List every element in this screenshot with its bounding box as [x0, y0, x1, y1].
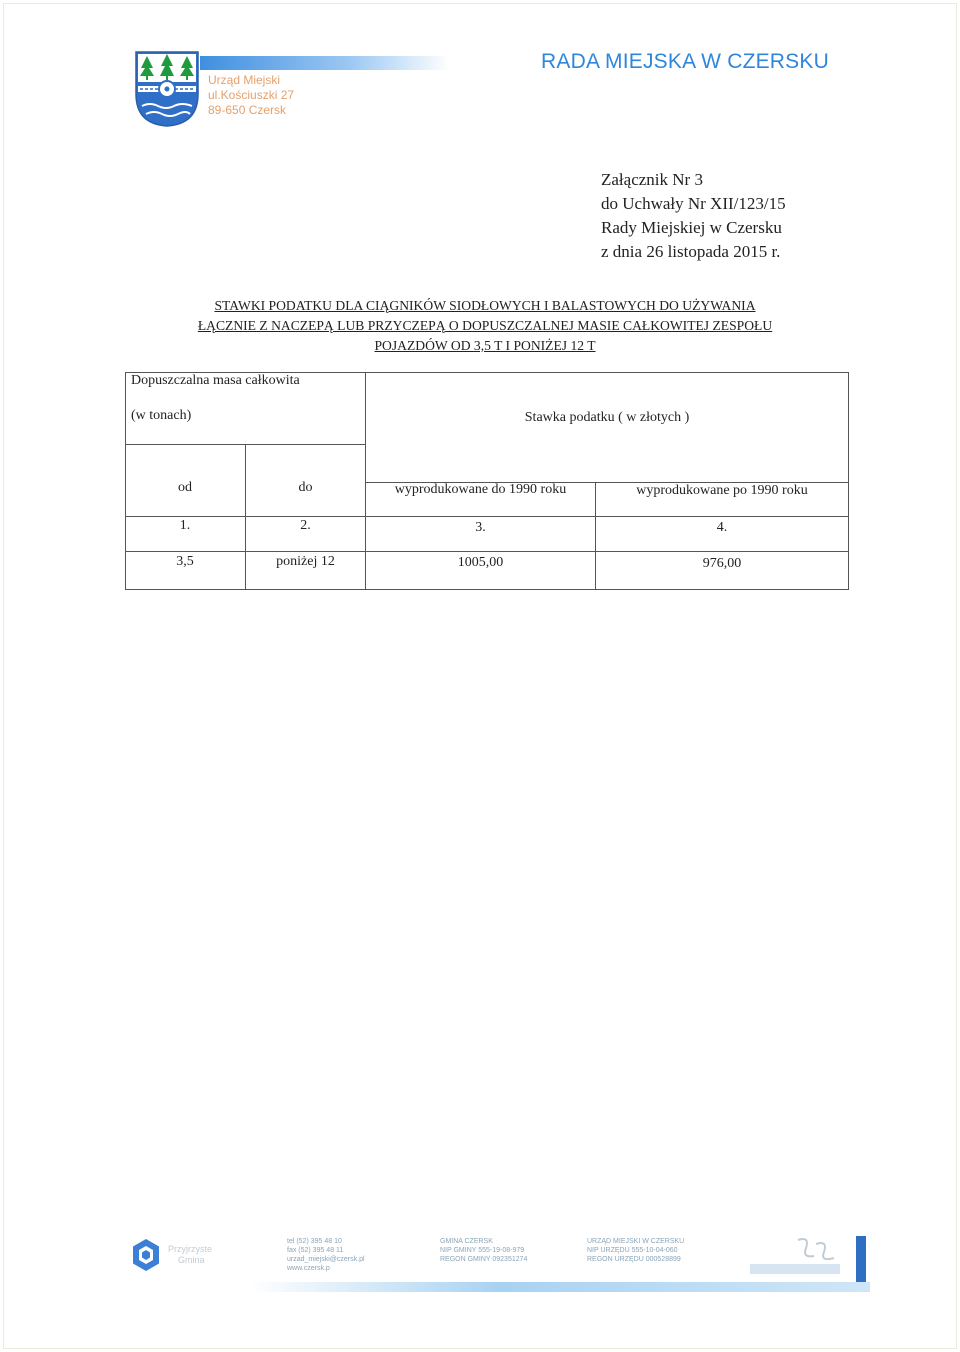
footer-brand [168, 1244, 212, 1266]
attachment-reference [601, 168, 786, 264]
attachment-number: Załącznik Nr 3 [601, 170, 703, 189]
mass-header-label: Dopuszczalna masa całkowita [131, 373, 300, 388]
footer-phone: tel (52) 395 48 10 [287, 1238, 342, 1245]
col-header-from: od [178, 480, 192, 495]
footer-gmina-nip: NIP GMINY 555-19-08-979 [440, 1247, 525, 1254]
resolution-number: do Uchwały Nr XII/123/15 [601, 194, 786, 213]
footer-brand-line-2: Gmina [178, 1255, 205, 1265]
footer-brand-line-1: Przyjrzyste [168, 1244, 213, 1254]
mass-unit-label: (w tonach) [131, 408, 192, 423]
footer-gmina-name: GMINA CZERSK [440, 1238, 493, 1245]
letterhead-footer [0, 1230, 960, 1300]
footer-gmina-regon: REGON GMINY 092351274 [440, 1256, 528, 1263]
row-rate-before-1990: 1005,00 [457, 555, 504, 570]
col-number-2: 2. [300, 518, 311, 533]
czersk-logo-icon [748, 1234, 848, 1283]
header-band [200, 56, 450, 70]
office-name: Urząd Miejski [208, 73, 281, 87]
col-header-before-1990: wyprodukowane do 1990 roku [394, 482, 567, 497]
col-header-to: do [298, 480, 313, 495]
col-number-4: 4. [716, 520, 728, 535]
council-title: RADA MIEJSKA W CZERSKU [541, 50, 829, 73]
col-number-3: 3. [475, 520, 486, 535]
rate-header: Stawka podatku ( w złotych ) [524, 410, 690, 425]
row-rate-after-1990: 976,00 [702, 556, 742, 571]
footer-gmina [440, 1237, 527, 1264]
footer-contact [287, 1237, 365, 1273]
col-number-1: 1. [179, 518, 191, 533]
footer-band [250, 1282, 870, 1292]
footer-fax: fax (52) 395 48 11 [287, 1247, 344, 1254]
title-line-1: STAWKI PODATKU DLA CIĄGNIKÓW SIODŁOWYCH I BALASTOWYCH DO UŻYWANIA [214, 298, 756, 313]
footer-urzad-regon: REGON URZĘDU 000528899 [587, 1256, 681, 1263]
tax-rate-table [125, 372, 849, 590]
footer-urzad-nip: NIP URZĘDU 555-10-04-060 [587, 1247, 678, 1254]
resolution-date: z dnia 26 listopada 2015 r. [601, 242, 781, 261]
footer-email: urzad_miejski@czersk.pl [287, 1256, 365, 1263]
document-title [120, 296, 850, 356]
col-header-after-1990: wyprodukowane po 1990 roku [636, 483, 808, 498]
office-address [208, 73, 294, 118]
office-postcode: 89-650 Czersk [208, 103, 287, 117]
office-street: ul.Kościuszki 27 [208, 88, 295, 102]
footer-website: www.czersk.p [287, 1265, 330, 1272]
title-line-3: POJAZDÓW OD 3,5 T I PONIŻEJ 12 T [374, 338, 596, 353]
row-mass-to: poniżej 12 [276, 554, 335, 569]
footer-urzad [587, 1237, 684, 1264]
hexagon-logo-icon [132, 1238, 160, 1277]
coat-of-arms-icon [134, 50, 200, 128]
page-border [3, 3, 957, 1349]
footer-urzad-name: URZĄD MIEJSKI W CZERSKU [587, 1238, 685, 1245]
title-line-2: ŁĄCZNIE Z NACZEPĄ LUB PRZYCZEPĄ O DOPUSZCZALNEJ MASIE CAŁKOWITEJ ZESPOŁU [197, 318, 773, 333]
council-name: Rady Miejskiej w Czersku [601, 218, 782, 237]
row-mass-from: 3,5 [176, 554, 194, 569]
